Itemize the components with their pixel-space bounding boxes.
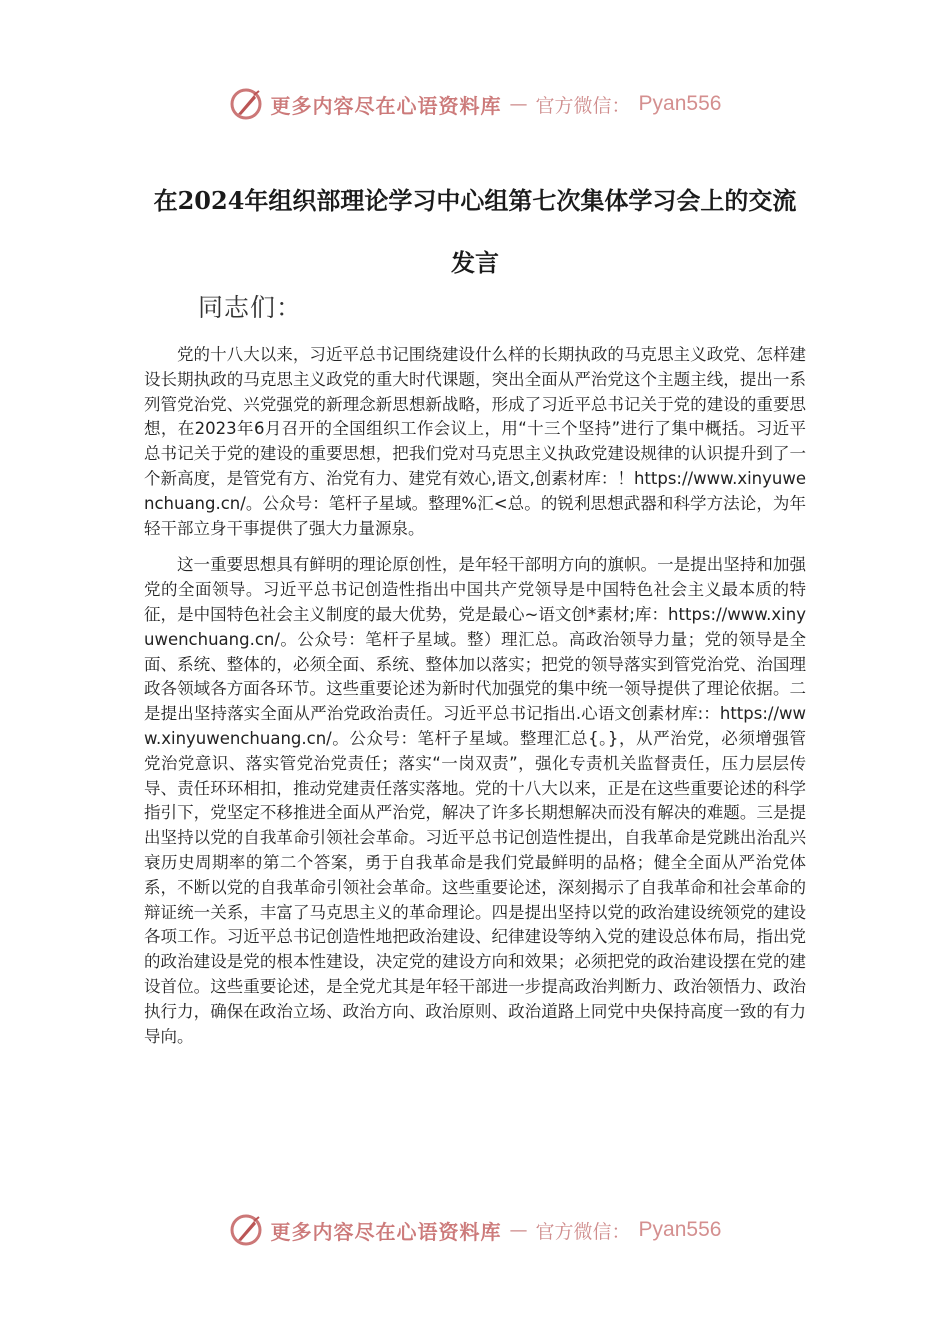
footer-banner (0, 1210, 950, 1250)
quill-pen-logo-icon (229, 87, 263, 121)
footer-wechat-label: 官方微信： (535, 1220, 631, 1243)
header-wechat-id: Pyan556 (638, 92, 722, 115)
document-body (144, 343, 806, 1061)
footer-wechat-id: Pyan556 (638, 1218, 722, 1241)
footer-brand: 更多内容尽在心语资料库 (270, 1219, 502, 1244)
header-wechat-label: 官方微信： (535, 94, 631, 117)
quill-pen-logo-icon (229, 1213, 263, 1247)
header-separator: — (509, 93, 528, 115)
paragraph-2: 这一重要思想具有鲜明的理论原创性，是年轻干部明方向的旗帜。一是提出坚持和加强党的全面领导。习近平总书记创造性指出中国共产党领导是中国特色社会主义最本质的特征，是中国特色社会主义制度的最大优势，党是最心~语文创*素材;库：https://www.xinyuwenchuang.cn/。公众号：笔杆子星域。整）理汇总。高政治领导力量；党的领导是全面、系统、整体的，必须全面、系统、整体加以落实；把党的领导落实到管党治党、治国理政各领域各方面各环节。这些重要论述为新时代加强党的集中统一领导提供了理论依据。二是提出坚持落实全面从严治党政治责任。习近平总书记指出.心语文创素材库:：https://www.xinyuwenchuang.cn/。公众号：笔杆子星域。整理汇总{。}，从严治党，必须增强管党治党意识、落实管党治党责任；落实“一岗双责”，强化专责机关监督责任，压力层层传导、责任环环相扣，推动党建责任落实落地。党的十八大以来，正是在这些重要论述的科学指引下，党坚定不移推进全面从严治党，解决了许多长期想解决而没有解决的难题。三是提出坚持以党的自我革命引领社会革命。习近平总书记创造性提出，自我革命是党跳出治乱兴衰历史周期率的第二个答案，勇于自我革命是我们党最鲜明的品格；健全全面从严治党体系，不断以党的自我革命引领社会革命。这些重要论述，深刻揭示了自我革命和社会革命的辩证统一关系，丰富了马克思主义的革命理论。四是提出坚持以党的政治建设统领党的建设各项工作。习近平总书记创造性地把政治建设、纪律建设等纳入党的建设总体布局，指出党的政治建设是党的根本性建设，决定党的建设方向和效果；必须把党的政治建设摆在党的建设首位。这些重要论述，是全党尤其是年轻干部进一步提高政治判断力、政治领悟力、政治执行力，确保在政治立场、政治方向、政治原则、政治道路上同党中央保持高度一致的有力导向。 (144, 555, 806, 1046)
footer-separator: — (509, 1219, 528, 1241)
header-banner (0, 84, 950, 124)
paragraph-1: 党的十八大以来，习近平总书记围绕建设什么样的长期执政的马克思主义政党、怎样建设长期执政的马克思主义政党的重大时代课题，突出全面从严治党这个主题主线，提出一系列管党治党、兴党强党的新理念新思想新战略，形成了习近平总书记关于党的建设的重要思想，在2023年6月召开的全国组织工作会议上，用“十三个坚持”进行了集中概括。习近平总书记关于党的建设的重要思想，把我们党对马克思主义执政党建设规律的认识提升到了一个新高度，是管党有方、治党有力、建党有效心,语文,创素材库：！https://www.xinyuwenchuang.cn/。公众号：笔杆子星域。整理%汇<总。的锐利思想武器和科学方法论，为年轻干部立身干事提供了强大力量源泉。 (144, 345, 806, 538)
greeting: 同志们： (198, 293, 303, 322)
header-brand: 更多内容尽在心语资料库 (270, 93, 502, 118)
document-title: 在2024年组织部理论学习中心组第七次集体学习会上的交流发言 (153, 186, 797, 277)
